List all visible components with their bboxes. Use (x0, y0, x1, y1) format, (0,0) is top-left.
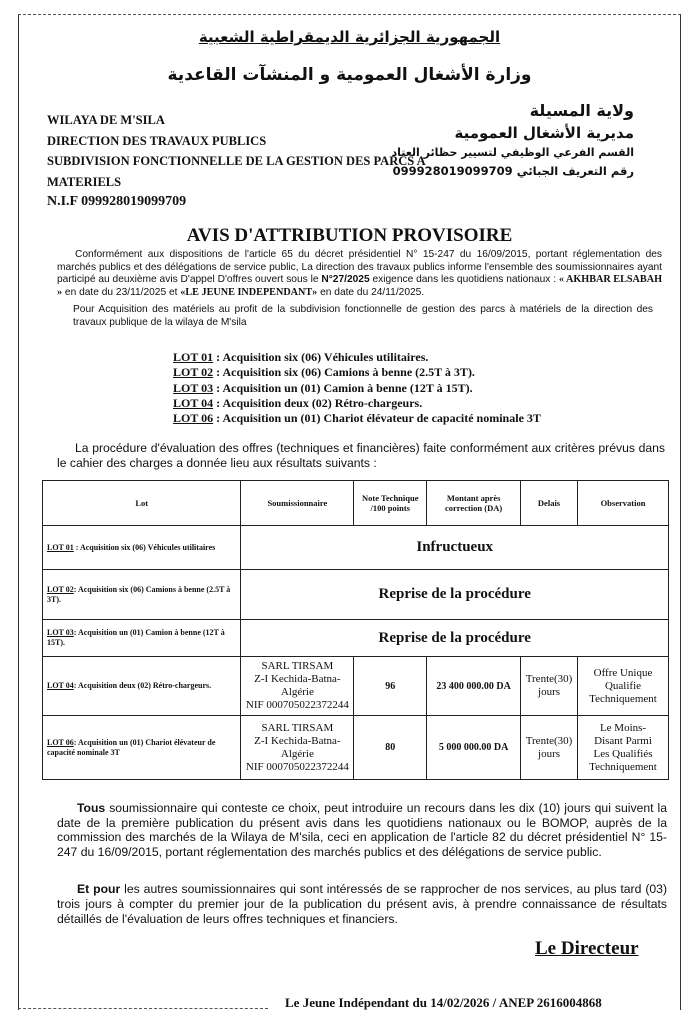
note-cell: 96 (354, 657, 427, 716)
subdivision-label: SUBDIVISION FONCTIONNELLE DE LA GESTION DES PARCS A (47, 154, 426, 168)
result-cell: Reprise de la procédure (241, 570, 669, 620)
lot-item: LOT 02 : Acquisition six (06) Camions à benne (2.5T à 3T). (173, 365, 475, 380)
republic-heading-arabic: الجمهورية الجزائرية الديمقراطية الشعبية (198, 28, 501, 46)
montant-cell: 23 400 000.00 DA (427, 657, 521, 716)
table-row (43, 570, 669, 620)
autres-paragraph: Et pour les autres soumissionnaires qui sont intéressés de se rapprocher de nos services, au plus tard (03) trois jours à compter du premier jour de la publication du présent avis, à prendre connaissance de résultats détaillés de l'évaluation de leurs offres techniques et financiers. (57, 882, 668, 926)
col-header-note: Note Technique /100 points (354, 481, 427, 526)
issuer-block-french (47, 110, 426, 213)
delais-cell: Trente(30) jours (521, 657, 578, 716)
direction-label-arabic: مديرية الأشغال العمومية (454, 124, 634, 142)
lot-item: LOT 06 : Acquisition un (01) Chariot élévateur de capacité nominale 3T (173, 411, 541, 426)
wilaya-label: WILAYA DE M'SILA (47, 113, 165, 127)
ministry-heading-arabic: وزارة الأشغال العمومية و المنشآت القاعدية (167, 65, 532, 85)
subdivision-label-arabic: القسم الفرعي الوظيفي لتسيير حظائر العتاد (391, 146, 634, 159)
recours-paragraph: Tous soumissionnaire qui conteste ce choix, peut introduire un recours dans les dix (10) jours qui suivent la date de la première publication du présent avis dans les quotidiens nationaux ou le BOMOP, auprès de la commission des marchés de la Wilaya de M'sila, ceci en application de l'article 82 du décret présidentiel N° 15-247 du 16/09/2015, portant réglementation des marchés publics et des délégations de service public. (57, 801, 667, 859)
soumissionnaire-cell: SARL TIRSAM Z-I Kechida-Batna- Algérie NIF 000705022372244 (241, 716, 354, 780)
frame-bottom-border (18, 1008, 268, 1009)
nif-label: N.I.F 099928019099709 (47, 194, 187, 209)
col-header-soumissionnaire: Soumissionnaire (241, 481, 354, 526)
col-header-observation: Observation (578, 481, 669, 526)
newspaper-1: « AKHBAR ELSABAH » (57, 274, 662, 298)
observation-cell: Le Moins- Disant Parmi Les Qualifiés Techniquement (578, 716, 669, 780)
newspaper-2: «LE JEUNE INDEPENDANT» (180, 286, 318, 298)
montant-cell: 5 000 000.00 DA (427, 716, 521, 780)
lot-cell: LOT 04: Acquisition deux (02) Rétro-chargeurs. (43, 657, 241, 716)
notice-title: AVIS D'ATTRIBUTION PROVISOIRE (186, 225, 513, 246)
purpose-paragraph: Pour Acquisition des matériels au profit de la subdivision fonctionnelle de gestion des parcs à matériels de la direction des travaux publique de la wilaya de M'sila (73, 304, 653, 328)
procedure-paragraph: La procédure d'évaluation des offres (techniques et financières) faite conformément aux critères prévus dans le cahier des charges a donnée lieu aux résultats suivants : (57, 441, 665, 470)
appel-number: N°27/2025 (321, 274, 370, 285)
wilaya-label-arabic: ولاية المسيلة (529, 101, 634, 120)
lot-cell: LOT 06: Acquisition un (01) Chariot élévateur de capacité nominale 3T (43, 716, 241, 780)
table-row (43, 526, 669, 570)
publication-footer: Le Jeune Indépendant du 14/02/2026 / ANEP 2616004868 (285, 995, 602, 1010)
nif-label-arabic: رقم التعريف الجبائي 099928019099709 (392, 164, 634, 178)
lot-cell: LOT 01 : Acquisition six (06) Véhicules utilitaires (43, 526, 241, 570)
table-row (43, 716, 669, 780)
issuer-block-arabic (391, 100, 634, 180)
note-cell: 80 (354, 716, 427, 780)
intro-paragraph: Conformément aux dispositions de l'article 65 du décret présidentiel N° 15-247 du 16/09/2015, portant réglementation des marchés publics et des délégations de service public, La direction des travaux publics informe l'ensemble des soumissionnaires ayant participé au deuxième avis D'appel D'offres ouvert sous le N°27/2025 exigence dans les quotidiens nationaux : « AKHBAR ELSABAH » en date du 23/11/2025 et «LE JEUNE INDEPENDANT» en date du 24/11/2025. (57, 249, 662, 298)
result-cell: Reprise de la procédure (241, 620, 669, 657)
lot-item: LOT 01 : Acquisition six (06) Véhicules utilitaires. (173, 350, 429, 364)
table-header-row (43, 481, 669, 526)
lot-list (173, 350, 541, 426)
observation-cell: Offre Unique Qualifie Techniquement (578, 657, 669, 716)
lot-item: LOT 03 : Acquisition un (01) Camion à benne (12T à 15T). (173, 380, 473, 395)
soumissionnaire-cell: SARL TIRSAM Z-I Kechida-Batna- Algérie NIF 000705022372244 (241, 657, 354, 716)
lot-cell: LOT 02: Acquisition six (06) Camions à benne (2.5T à 3T). (43, 570, 241, 620)
table-row (43, 620, 669, 657)
col-header-delais: Delais (521, 481, 578, 526)
col-header-lot: Lot (43, 481, 241, 526)
col-header-montant: Montant après correction (DA) (427, 481, 521, 526)
direction-label: DIRECTION DES TRAVAUX PUBLICS (47, 133, 267, 148)
result-cell: Infructueux (241, 526, 669, 570)
table-row (43, 657, 669, 716)
lot-cell: LOT 03: Acquisition un (01) Camion à benne (12T à 15T). (43, 620, 241, 657)
lot-item: LOT 04 : Acquisition deux (02) Rétro-chargeurs. (173, 395, 423, 410)
delais-cell: Trente(30) jours (521, 716, 578, 780)
subdivision-label-cont: MATERIELS (47, 174, 122, 189)
results-table (42, 480, 669, 780)
signature: Le Directeur (535, 938, 639, 959)
